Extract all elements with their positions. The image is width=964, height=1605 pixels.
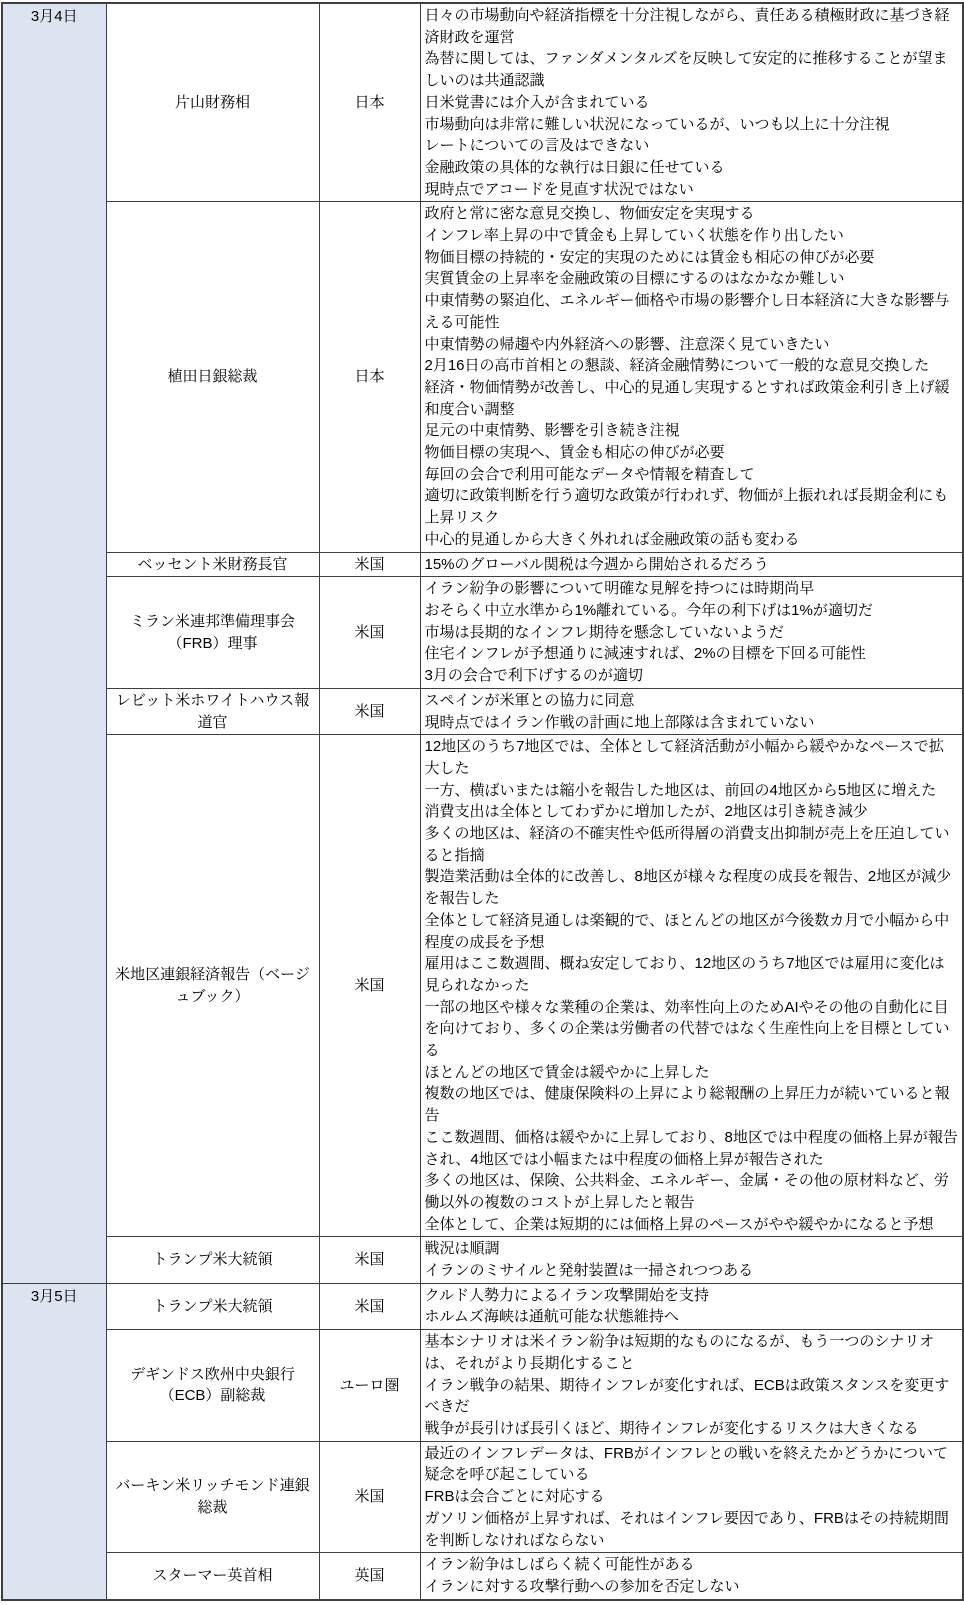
statement-line: 戦争が長引けば長引くほど、期待インフレが変化するリスクは大きくなる	[424, 1420, 919, 1437]
statement-line: 基本シナリオは米イラン紛争は短期的なものになるが、もう一つのシナリオは、それがより長期化すること	[424, 1333, 935, 1372]
statement-line: 実質賃金の上昇率を金融政策の目標にするのはなかなか難しい	[424, 270, 845, 288]
statements-cell	[420, 1441, 963, 1553]
statement-line: ここ数週間、価格は緩やかに上昇しており、8地区では中程度の価格上昇が報告され、4地区では小幅または中程度の価格上昇が報告された	[424, 1128, 958, 1168]
statement-line: 経済・物価情勢が改善し、中心的見通し実現するとすれば政策金利引き上げ緩和度合い調整	[424, 378, 950, 418]
statement-line: レートについての言及はできない	[424, 137, 650, 155]
statement-line: ほとんどの地区で賃金は緩やかに上昇した	[424, 1063, 710, 1081]
country-cell: 米国	[319, 1441, 420, 1553]
table-row	[2, 688, 963, 734]
statements-cell	[420, 3, 963, 202]
date-cell: 3月4日	[2, 3, 106, 1283]
statement-line: 全体として経済見通しは楽観的で、ほとんどの地区が今後数カ月で小幅から中程度の成長を予想	[424, 911, 950, 951]
statement-line: 政府と常に密な意見交換し、物価安定を実現する	[424, 205, 755, 223]
country-cell: 日本	[319, 202, 420, 552]
news-table	[1, 2, 964, 1601]
statement-line: 金融政策の具体的な執行は日銀に任せている	[424, 158, 725, 176]
speaker-cell: 植田日銀総裁	[106, 202, 319, 552]
table-row	[2, 1553, 963, 1600]
speaker-cell: トランプ米大統領	[106, 1237, 319, 1283]
speaker-cell: デギンドス欧州中央銀行（ECB）副総裁	[106, 1330, 319, 1442]
statement-line: 市場は長期的なインフレ期待を懸念していないようだ	[424, 623, 784, 641]
country-cell: 米国	[319, 1237, 420, 1283]
country-cell: 米国	[319, 1283, 420, 1329]
statement-line: 最近のインフレデータは、FRBがインフレとの戦いを終えたかどうかについて疑念を呼び起こしている	[424, 1444, 949, 1484]
statement-line: ホルムズ海峡は通航可能な状態維持へ	[424, 1308, 679, 1326]
statement-line: 全体として、企業は短期的には価格上昇のペースがやや緩やかになると予想	[424, 1215, 934, 1233]
statement-line: イラン紛争はしばらく続く可能性がある	[424, 1556, 695, 1574]
statement-line: 中東情勢の緊迫化、エネルギー価格や市場の影響介し日本経済に大きな影響与える可能性	[424, 292, 950, 331]
statement-line: 物価目標の持続的・安定的実現のためには賃金も相応の伸びが必要	[424, 248, 875, 266]
table-row	[2, 1237, 963, 1283]
statement-line: イランのミサイルと発射装置は一掃されつつある	[424, 1262, 754, 1280]
statement-line: 多くの地区は、保険、公共料金、エネルギー、金属・その他の原材料など、労働以外の複数のコストが上昇したと報告	[424, 1172, 949, 1211]
statements-cell	[420, 1553, 963, 1600]
country-cell: 英国	[319, 1553, 420, 1600]
table-row	[2, 735, 963, 1237]
country-cell: 米国	[319, 577, 420, 689]
country-cell: 米国	[319, 688, 420, 734]
statements-cell	[420, 1237, 963, 1283]
country-cell: ユーロ圏	[319, 1330, 420, 1442]
statement-line: 日米覚書には介入が含まれている	[424, 93, 650, 111]
statement-line: 中心的見通しから大きく外れれば金融政策の話も変わる	[424, 530, 800, 548]
statement-line: 日々の市場動向や経済指標を十分注視しながら、責任ある積極財政に基づき経済財政を運営	[424, 7, 950, 46]
statement-line: 毎回の会合で利用可能なデータや情報を精査して	[424, 465, 755, 483]
statement-line: 15%のグローバル関税は今週から開始されるだろう	[424, 555, 769, 573]
statement-line: 市場動向は非常に難しい状況になっているが、いつも以上に十分注視	[424, 115, 890, 133]
statement-line: インフレ率上昇の中で賃金も上昇していく状態を作り出したい	[424, 227, 844, 245]
statements-cell	[420, 202, 963, 552]
news-table-body	[2, 3, 963, 1600]
statement-line: 為替に関しては、ファンダメンタルズを反映して安定的に推移することが望ましいのは共通認識	[424, 50, 948, 90]
statement-line: 現時点でアコードを見直す状況ではない	[424, 180, 694, 198]
date-cell: 3月5日	[2, 1283, 106, 1599]
table-row	[2, 577, 963, 689]
statement-line: 3月の会合で利下げするのが適切	[424, 667, 643, 685]
country-cell: 日本	[319, 3, 420, 202]
statement-line: ガソリン価格が上昇すれば、それはインフレ要因であり、FRBはその持続期間を判断しなければならない	[424, 1509, 949, 1549]
speaker-cell: トランプ米大統領	[106, 1283, 319, 1329]
statement-line: クルド人勢力によるイラン攻撃開始を支持	[424, 1286, 710, 1304]
statement-line: 中東情勢の帰趨や内外経済への影響、注意深く見ていきたい	[424, 335, 830, 353]
statement-line: スペインが米軍との協力に同意	[424, 691, 635, 709]
statement-line: 2月16日の高市首相との懇談、経済金融情勢について一般的な意見交換した	[424, 357, 930, 375]
statement-line: 製造業活動は全体的に改善し、8地区が様々な程度の成長を報告、2地区が減少を報告した	[424, 868, 952, 908]
statement-line: イランに対する攻撃行動への参加を否定しない	[424, 1577, 740, 1595]
statements-cell	[420, 577, 963, 689]
table-row	[2, 1330, 963, 1442]
speaker-cell: レビット米ホワイトハウス報道官	[106, 688, 319, 734]
statement-line: イラン紛争の影響について明確な見解を持つには時期尚早	[424, 580, 815, 598]
speaker-cell: ミラン米連邦準備理事会（FRB）理事	[106, 577, 319, 689]
statement-line: 雇用はここ数週間、概ね安定しており、12地区のうち7地区では雇用に変化は見られなかった	[424, 955, 945, 994]
speaker-cell: スターマー英首相	[106, 1553, 319, 1600]
speaker-cell: 米地区連銀経済報告（ベージュブック）	[106, 735, 319, 1237]
statement-line: 住宅インフレが予想通りに減速すれば、2%の目標を下回る可能性	[424, 645, 866, 663]
speaker-cell: ベッセント米財務長官	[106, 552, 319, 577]
statement-line: 現時点ではイラン作戦の計画に地上部隊は含まれていない	[424, 713, 815, 731]
statement-line: 一部の地区や様々な業種の企業は、効率性向上のためAIやその他の自動化に目を向けており、多くの企業は労働者の代替ではなく生産性向上を目標としている	[424, 998, 950, 1060]
statements-cell	[420, 552, 963, 577]
statement-line: 戦況は順調	[424, 1240, 500, 1258]
country-cell: 米国	[319, 735, 420, 1237]
table-row	[2, 1283, 963, 1329]
statement-line: FRBは会合ごとに対応する	[424, 1488, 605, 1506]
table-row	[2, 1441, 963, 1553]
statement-line: 物価目標の実現へ、賃金も相応の伸びが必要	[424, 444, 725, 462]
statement-line: 消費支出は全体としてわずかに増加したが、2地区は引き続き減少	[424, 803, 868, 821]
table-row	[2, 3, 963, 202]
statement-line: おそらく中立水準から1%離れている。今年の利下げは1%が適切だ	[424, 601, 873, 619]
country-cell: 米国	[319, 552, 420, 577]
statement-line: イラン戦争の結果、期待インフレが変化すれば、ECBは政策スタンスを変更すべきだ	[424, 1376, 950, 1416]
statement-line: 一方、横ばいまたは縮小を報告した地区は、前回の4地区から5地区に増えた	[424, 781, 937, 799]
table-row	[2, 552, 963, 577]
statement-line: 多くの地区は、経済の不確実性や低所得層の消費支出抑制が売上を圧迫していると指摘	[424, 825, 950, 864]
statements-cell	[420, 1283, 963, 1329]
speaker-cell: 片山財務相	[106, 3, 319, 202]
statement-line: 12地区のうち7地区では、全体として経済活動が小幅から緩やかなペースで拡大した	[424, 738, 944, 777]
statements-cell	[420, 735, 963, 1237]
speaker-cell: バーキン米リッチモンド連銀総裁	[106, 1441, 319, 1553]
statement-line: 適切に政策判断を行う適切な政策が行われず、物価が上振れれば長期金利にも上昇リスク	[424, 487, 949, 527]
statements-cell	[420, 1330, 963, 1442]
table-row	[2, 202, 963, 552]
statements-cell	[420, 688, 963, 734]
statement-line: 複数の地区では、健康保険料の上昇により総報酬の上昇圧力が続いていると報告	[424, 1085, 950, 1125]
statement-line: 足元の中東情勢、影響を引き続き注視	[424, 422, 680, 440]
